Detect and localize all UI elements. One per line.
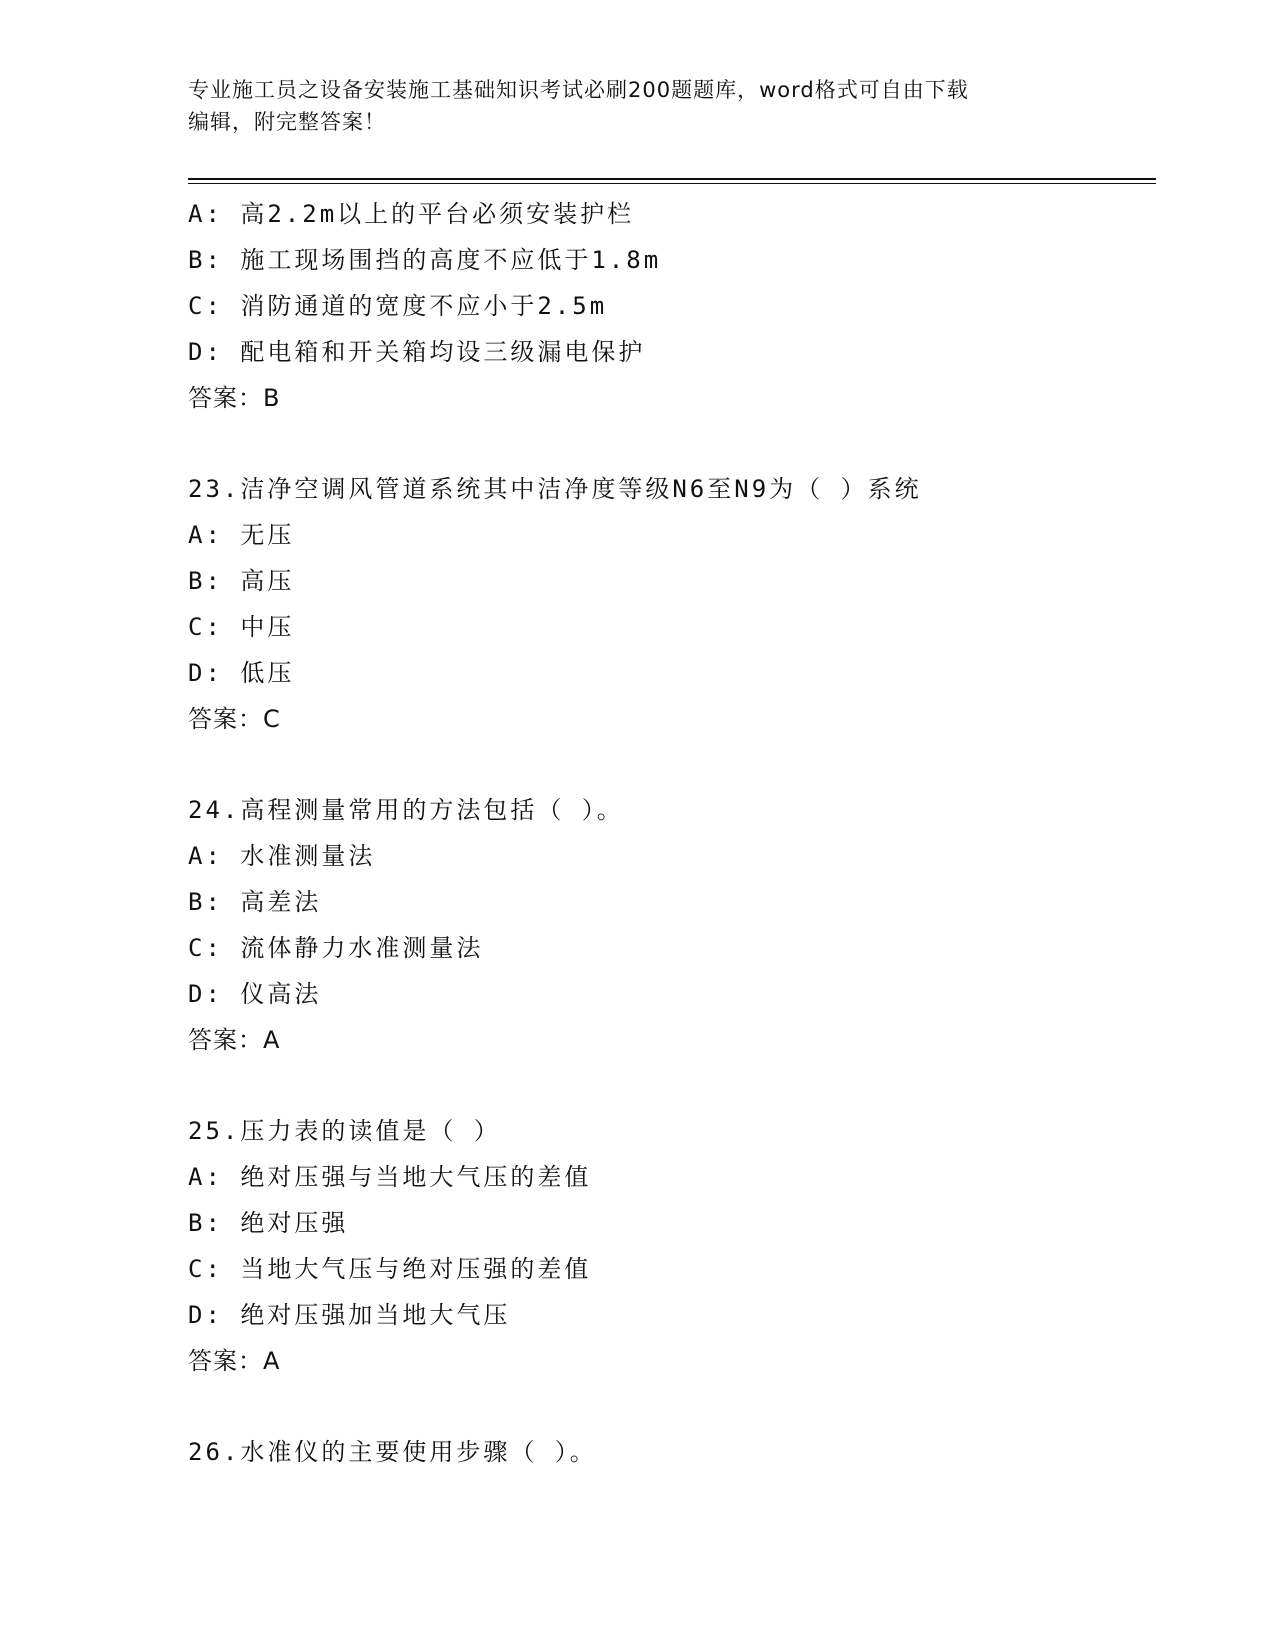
question-block-24 (188, 787, 1156, 1063)
header-rule-thin (188, 183, 1156, 184)
option-b: B: 施工现场围挡的高度不应低于1.8m (188, 246, 662, 274)
option-d: D: 低压 (188, 659, 295, 687)
answer: 答案：A (188, 1347, 281, 1375)
option-a: A: 无压 (188, 521, 295, 549)
header-line-1: 专业施工员之设备安装施工基础知识考试必刷200题题库，word格式可自由下载 (188, 78, 969, 102)
option-b: B: 绝对压强 (188, 1209, 349, 1237)
question-text: 24.高程测量常用的方法包括（ ）。 (188, 796, 624, 824)
question-text: 23.洁净空调风管道系统其中洁净度等级N6至N9为（ ）系统 (188, 475, 922, 503)
question-block-23 (188, 466, 1156, 742)
option-c: C: 当地大气压与绝对压强的差值 (188, 1255, 592, 1283)
option-c: C: 中压 (188, 613, 295, 641)
question-block-26 (188, 1429, 1156, 1475)
document-header (188, 74, 1108, 138)
question-block-25 (188, 1108, 1156, 1384)
header-line-2: 编辑，附完整答案！ (188, 110, 386, 134)
option-c: C: 流体静力水准测量法 (188, 934, 484, 962)
option-c: C: 消防通道的宽度不应小于2.5m (188, 292, 608, 320)
question-text: 25.压力表的读值是（ ） (188, 1117, 501, 1145)
answer: 答案：A (188, 1026, 281, 1054)
answer: 答案：B (188, 384, 281, 412)
option-b: B: 高差法 (188, 888, 322, 916)
option-b: B: 高压 (188, 567, 295, 595)
option-d: D: 绝对压强加当地大气压 (188, 1301, 511, 1329)
answer: 答案：C (188, 705, 281, 733)
option-a: A: 水准测量法 (188, 842, 376, 870)
option-a: A: 高2.2m以上的平台必须安装护栏 (188, 200, 635, 228)
question-block-22 (188, 191, 1156, 421)
question-text: 26.水准仪的主要使用步骤（ ）。 (188, 1438, 597, 1466)
question-list (188, 191, 1156, 1475)
header-rule-thick (188, 178, 1156, 180)
option-a: A: 绝对压强与当地大气压的差值 (188, 1163, 592, 1191)
option-d: D: 配电箱和开关箱均设三级漏电保护 (188, 338, 646, 366)
option-d: D: 仪高法 (188, 980, 322, 1008)
